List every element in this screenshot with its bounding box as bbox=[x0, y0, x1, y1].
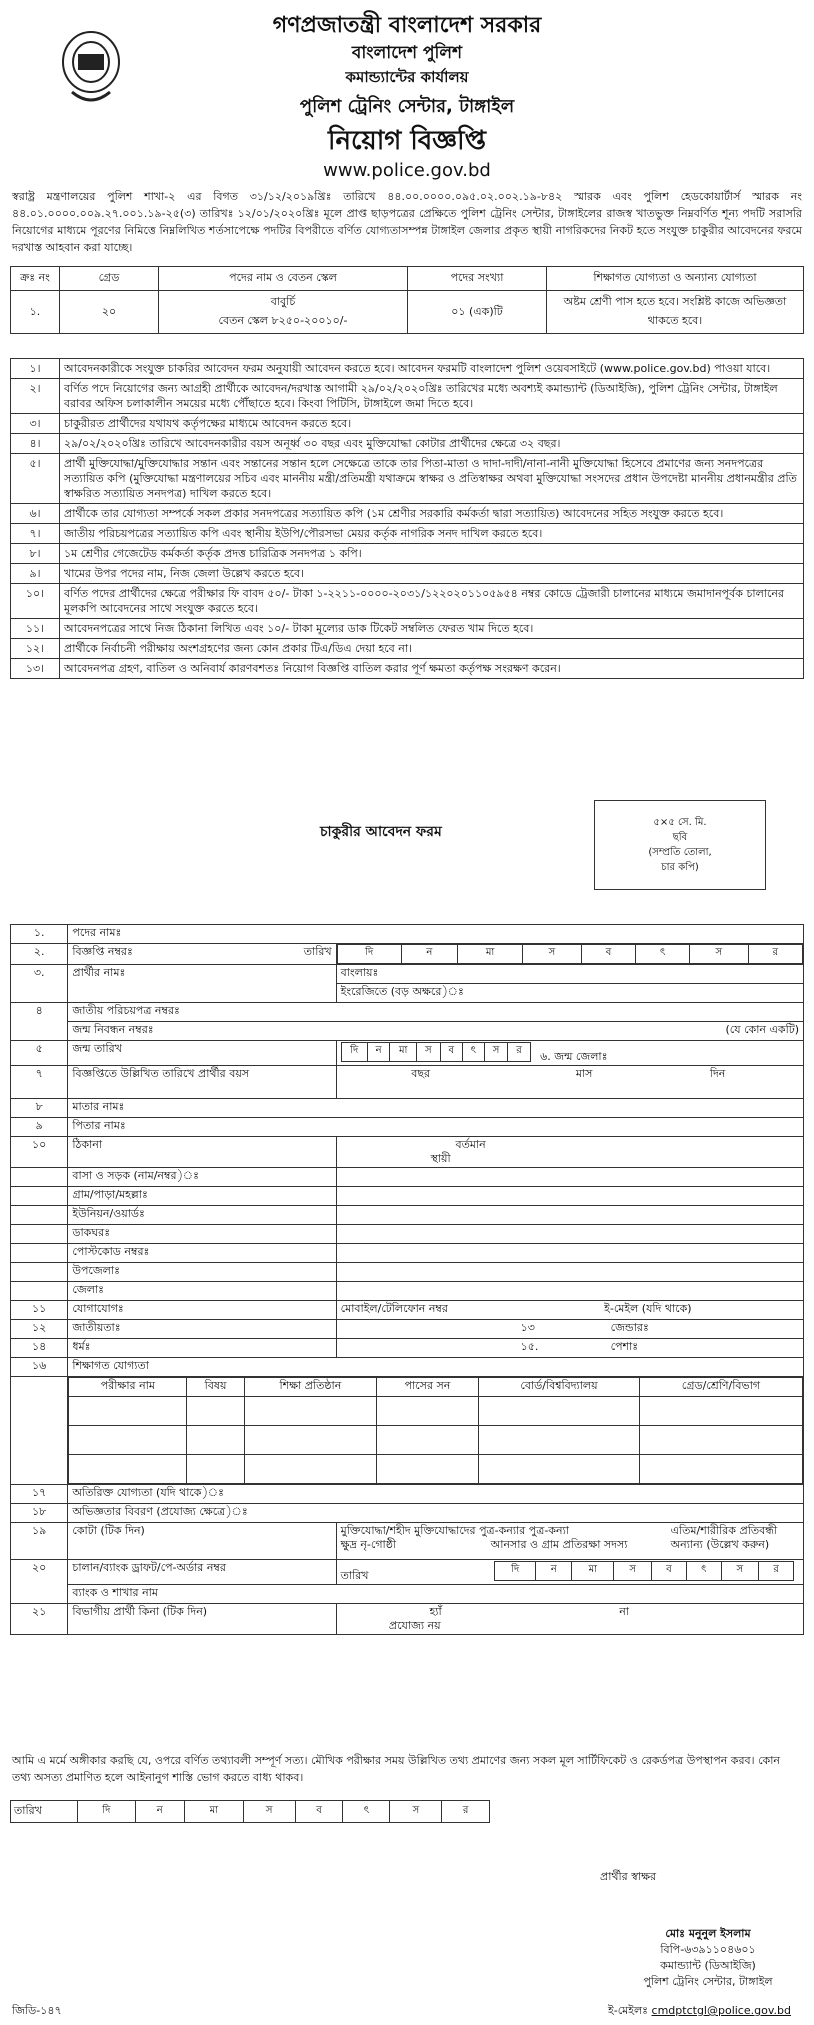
education-table bbox=[68, 1377, 803, 1484]
condition-number: ১৩। bbox=[11, 659, 60, 679]
center-label: পুলিশ ট্রেনিং সেন্টার, টাঙ্গাইল bbox=[299, 96, 515, 117]
condition-number: ২। bbox=[11, 379, 60, 414]
intro-paragraph: স্বরাষ্ট্র মন্ত্রণালয়ের পুলিশ শাখা-২ এর বিগত ৩১/১২/২০১৯খ্রিঃ তারিখে ৪৪.০০.০০০০.০৯৫.০২.০০২.১৯-৮৪২ স্মারক এবং পুলিশ হেডকোয়ার্টার্স স্মারক নং ৪৪.০১.০০০০.০০৯.২৭.০০১.১৯-২৫(৩) তারিখঃ ১২/০১/২০২০খ্রিঃ মূলে প্রাপ্ত ছাড়পত্রের প্রেক্ষিতে পুলিশ ট্রেনিং সেন্টার, টাঙ্গাইলের রাজস্ব খাতভুক্ত নিম্নবর্ণিত শূন্য পদটি সরাসরি নিয়োগের মাধ্যমে পূরণের নিমিত্তে নিম্নলিখিত শর্তসাপেক্ষে পদটির বিপরীতে বর্ণিত যোগ্যতাসম্পন্ন টাঙ্গাইল জেলার প্রকৃত স্থায়ী নাগরিকদের নিকট হতে সংযুক্ত চাকুরীর আবেদনের ফরমে দরখাস্ত আহবান করা যাচ্ছে। bbox=[12, 190, 802, 254]
challan-date-cell[interactable]: মা bbox=[572, 1562, 614, 1581]
dob-cell[interactable]: ব bbox=[440, 1043, 462, 1062]
condition-text: বর্ণিত পদের প্রার্থীদের ক্ষেত্রে পরীক্ষার ফি বাবদ ৫০/- টাকা ১-২২১১-০০০০-২০৩১/১২২০২০১১০৫৯৫৪ নম্বর কোডে ট্রেজারী চালানের মাধ্যমে জমাদানপূর্বক চালানের মূলকপি আবেদনের সাথে সংযুক্ত করতে হবে। bbox=[60, 584, 804, 619]
challan-date-cell[interactable]: স bbox=[614, 1562, 652, 1581]
education-row[interactable] bbox=[69, 1397, 803, 1426]
address-row[interactable] bbox=[11, 1225, 804, 1244]
condition-number: ১০। bbox=[11, 584, 60, 619]
quota-freedom-fighter[interactable]: মুক্তিযোদ্ধা/শহীদ মুক্তিযোদ্ধাদের পুত্র-কন্যার পুত্র-কন্যা bbox=[340, 1524, 569, 1537]
challan-date-cell[interactable]: ৎ bbox=[687, 1562, 722, 1581]
officer-bp: বিপি-৬৩৯১১০৪৬০১ bbox=[660, 1943, 756, 1956]
name-bangla-field[interactable]: বাংলায়ঃ bbox=[336, 965, 803, 984]
row14-num: ১৪ bbox=[11, 1339, 68, 1358]
row9-num: ৯ bbox=[11, 1118, 68, 1137]
condition-text: প্রার্থী মুক্তিযোদ্ধা/মুক্তিযোদ্ধার সন্তান এবং সন্তানের সন্তান হলে সেক্ষেত্রে তাকে তার পিতা-মাতা ও দাদা-দাদী/নানা-নানী মুক্তিযোদ্ধা হিসেবে প্রমাণের জন্য সনদপত্রের সত্যায়িত কপি (মুক্তিযোদ্ধা মন্ত্রণালয়ের সচিব এবং মাননীয় মন্ত্রী/প্রতিমন্ত্রী যথাক্রমে স্বাক্ষর ও প্রতিস্বাক্ষর অথবা মুক্তিযোদ্ধা সংসদের প্রধান উপদেষ্টা মাননীয় প্রধানমন্ত্রীর প্রতি স্বাক্ষরিত সত্যায়িত সনদপত্র) দাখিল করতে হবে। bbox=[60, 454, 804, 504]
occupation-label: পেশাঃ bbox=[610, 1340, 639, 1353]
declaration-date-cell[interactable]: দি bbox=[78, 1801, 136, 1823]
quota-options[interactable] bbox=[336, 1523, 803, 1560]
address-row[interactable] bbox=[11, 1263, 804, 1282]
row5-num: ৫ bbox=[11, 1041, 68, 1066]
experience-field[interactable]: অভিজ্ঞতার বিবরণ (প্রযোজ্য ক্ষেত্রে)ঃ bbox=[68, 1504, 804, 1523]
dob-cell[interactable]: দি bbox=[341, 1043, 367, 1062]
condition-text: ২৯/০২/২০২০খ্রিঃ তারিখে আবেদনকারীর বয়স অনূর্ধ্ব ৩০ বছর এবং মুক্তিযোদ্ধা কোটার প্রার্থীদের ক্ষেত্রে ৩২ বছর। bbox=[60, 434, 804, 454]
condition-text: আবেদনপত্রের সাথে নিজ ঠিকানা লিখিত এবং ১০/- টাকা মূল্যের ডাক টিকেট সম্বলিত ফেরত খাম দিতে হবে। bbox=[60, 619, 804, 639]
photo-copies: চার কপি) bbox=[661, 862, 699, 873]
email-link[interactable]: cmdptctgl@police.gov.bd bbox=[651, 2004, 791, 2017]
option-no[interactable]: না bbox=[619, 1605, 629, 1618]
declaration-date-cell[interactable]: ৎ bbox=[343, 1801, 390, 1823]
challan-date-cell[interactable]: র bbox=[759, 1562, 794, 1581]
row11-num: ১১ bbox=[11, 1301, 68, 1320]
application-form-table bbox=[10, 924, 804, 1635]
row1-num: ১. bbox=[11, 925, 68, 944]
dob-cell[interactable]: ৎ bbox=[462, 1043, 484, 1062]
officer-place: পুলিশ ট্রেনিং সেন্টার, টাঙ্গাইল bbox=[643, 1975, 773, 1988]
condition-row bbox=[11, 359, 804, 379]
vac-header-qual: শিক্ষাগত যোগ্যতা ও অন্যান্য যোগ্যতা bbox=[547, 267, 804, 291]
notice-date-cell[interactable]: ৎ bbox=[636, 945, 690, 964]
address-current: বর্তমান bbox=[455, 1138, 486, 1151]
education-header: বোর্ড/বিশ্ববিদ্যালয় bbox=[479, 1378, 640, 1397]
nid-field[interactable]: জাতীয় পরিচয়পত্র নম্বরঃ bbox=[68, 1003, 804, 1022]
condition-text: ১ম শ্রেণীর গেজেটেড কর্মকর্তা কর্তৃক প্রদত্ত চারিত্রিক সনদপত্র ১ কপি। bbox=[60, 544, 804, 564]
extra-qualification-field[interactable]: অতিরিক্ত যোগ্যতা (যদি থাকে)ঃ bbox=[68, 1485, 804, 1504]
quota-label: কোটা (টিক দিন) bbox=[68, 1523, 336, 1560]
option-na[interactable]: প্রযোজ্য নয় bbox=[388, 1619, 441, 1632]
row19-num: ১৯ bbox=[11, 1523, 68, 1560]
condition-row bbox=[11, 434, 804, 454]
education-header: পাসের সন bbox=[376, 1378, 478, 1397]
notice-date-cell[interactable]: স bbox=[523, 945, 581, 964]
row16-num: ১৬ bbox=[11, 1358, 68, 1377]
condition-text: প্রার্থীকে নির্বাচনী পরীক্ষায় অংশগ্রহণের জন্য কোন প্রকার টিএ/ডিএ দেয়া হবে না। bbox=[60, 639, 804, 659]
address-row-label: গ্রাম/পাড়া/মহল্লাঃ bbox=[68, 1187, 336, 1206]
row10-num: ১০ bbox=[11, 1137, 68, 1168]
office-label: কমান্ড্যান্টের কার্যালয় bbox=[345, 68, 469, 86]
vac-grade: ২০ bbox=[60, 291, 159, 334]
photo-label: ছবি bbox=[672, 832, 688, 843]
condition-number: ৮। bbox=[11, 544, 60, 564]
condition-row bbox=[11, 584, 804, 619]
row15-num: ১৫. bbox=[520, 1340, 539, 1353]
gender-label: জেন্ডারঃ bbox=[610, 1321, 649, 1334]
occupation-field[interactable] bbox=[336, 1339, 803, 1358]
notice-date-cell[interactable]: ন bbox=[401, 945, 457, 964]
condition-number: ৬। bbox=[11, 504, 60, 524]
condition-row bbox=[11, 524, 804, 544]
challan-date-grid bbox=[494, 1561, 794, 1581]
education-table-cell bbox=[68, 1377, 804, 1485]
address-row[interactable] bbox=[11, 1244, 804, 1263]
gender-field[interactable] bbox=[336, 1320, 803, 1339]
vac-header-post: পদের নাম ও বেতন স্কেল bbox=[159, 267, 408, 291]
dob-cell[interactable]: ন bbox=[367, 1043, 390, 1062]
row17-num: ১৭ bbox=[11, 1485, 68, 1504]
birth-reg-field[interactable] bbox=[68, 1022, 804, 1041]
notice-date-cells[interactable] bbox=[336, 944, 803, 965]
education-row[interactable] bbox=[69, 1455, 803, 1484]
gd-code: জিডি-১৪৭ bbox=[12, 2004, 62, 2017]
address-row[interactable] bbox=[11, 1187, 804, 1206]
quota-orphan-disabled[interactable]: এতিম/শারীরিক প্রতিবন্ধী bbox=[670, 1524, 778, 1537]
quota-ansar[interactable]: আনসার ও গ্রাম প্রতিরক্ষা সদস্য bbox=[490, 1538, 628, 1551]
row12-num: ১২ bbox=[11, 1320, 68, 1339]
govt-title: গণপ্রজাতন্ত্রী বাংলাদেশ সরকার bbox=[272, 13, 542, 38]
address-row-value[interactable] bbox=[336, 1225, 803, 1244]
address-row-value[interactable] bbox=[336, 1187, 803, 1206]
address-row-value[interactable] bbox=[336, 1282, 803, 1301]
condition-number: ১১। bbox=[11, 619, 60, 639]
address-row[interactable] bbox=[11, 1206, 804, 1225]
row2-num: ২. bbox=[11, 944, 68, 965]
challan-date-cell[interactable]: দি bbox=[495, 1562, 536, 1581]
form-title: চাকুরীর আবেদন ফরম bbox=[320, 824, 442, 840]
vac-post bbox=[159, 291, 408, 334]
declaration-date-cell[interactable]: মা bbox=[184, 1801, 243, 1823]
condition-text: আবেদনকারীকে সংযুক্ত চাকরির আবেদন ফরম অনুযায়ী আবেদন করতে হবে। আবেদন ফরমটি বাংলাদেশ পুলিশ ওয়েবসাইটে (www.police.gov.bd) পাওয়া যাবে। bbox=[60, 359, 804, 379]
declaration-date-cell[interactable]: স bbox=[243, 1801, 295, 1823]
contact-label: যোগাযোগঃ bbox=[68, 1301, 336, 1320]
address-row-num bbox=[11, 1187, 68, 1206]
birth-district-label: ৬. জন্ম জেলাঃ bbox=[540, 1050, 608, 1063]
either-one-note: (যে কোন একটি) bbox=[725, 1023, 799, 1036]
birth-reg-label: জন্ম নিবন্ধন নম্বরঃ bbox=[72, 1023, 154, 1036]
notice-title: নিয়োগ বিজ্ঞপ্তি bbox=[328, 126, 486, 156]
dob-grid bbox=[341, 1042, 531, 1062]
vac-count: ০১ (এক)টি bbox=[408, 291, 547, 334]
address-row-value[interactable] bbox=[336, 1206, 803, 1225]
address-row-label: জেলাঃ bbox=[68, 1282, 336, 1301]
quota-ethnic[interactable]: ক্ষুদ্র নৃ-গোষ্ঠী bbox=[340, 1538, 397, 1551]
condition-text: জাতীয় পরিচয়পত্রের সত্যায়িত কপি এবং স্থানীয় ইউপি/পৌরসভা মেয়র কর্তৃক নাগরিক সনদ দাখিল করতে হবে। bbox=[60, 524, 804, 544]
address-columns bbox=[336, 1137, 803, 1168]
condition-row bbox=[11, 379, 804, 414]
address-row-num bbox=[11, 1282, 68, 1301]
condition-number: ৩। bbox=[11, 414, 60, 434]
option-yes[interactable]: হ্যাঁ bbox=[429, 1605, 442, 1618]
dob-cell[interactable]: স bbox=[484, 1043, 508, 1062]
vac-header-count: পদের সংখ্যা bbox=[408, 267, 547, 291]
applicant-signature-label: প্রার্থীর স্বাক্ষর bbox=[600, 1870, 657, 1883]
education-header: গ্রেড/শ্রেণি/বিভাগ bbox=[639, 1378, 802, 1397]
declaration-date-cell[interactable]: র bbox=[442, 1801, 490, 1823]
education-header: শিক্ষা প্রতিষ্ঠান bbox=[244, 1378, 376, 1397]
challan-date-label: তারিখ bbox=[340, 1569, 369, 1582]
condition-number: ৫। bbox=[11, 454, 60, 504]
notice-date-label: তারিখ bbox=[303, 945, 332, 958]
row20-num: ২০ bbox=[11, 1560, 68, 1604]
applicant-name-label: প্রার্থীর নামঃ bbox=[68, 965, 336, 1003]
photo-box bbox=[594, 800, 766, 890]
education-header: পরীক্ষার নাম bbox=[69, 1378, 187, 1397]
condition-number: ৪। bbox=[11, 434, 60, 454]
vac-post-name: বাবুর্চি bbox=[270, 295, 296, 308]
address-row-value[interactable] bbox=[336, 1244, 803, 1263]
bank-branch-field[interactable]: ব্যাংক ও শাখার নাম bbox=[68, 1585, 804, 1604]
address-row[interactable] bbox=[11, 1168, 804, 1187]
education-header: বিষয় bbox=[187, 1378, 245, 1397]
challan-date-cell[interactable]: ন bbox=[536, 1562, 572, 1581]
condition-row bbox=[11, 504, 804, 524]
age-months: মাস bbox=[575, 1067, 593, 1080]
declaration-date-cell[interactable]: ন bbox=[135, 1801, 184, 1823]
declaration-text: আমি এ মর্মে অঙ্গীকার করছি যে, ওপরে বর্ণিত তথ্যাবলী সম্পূর্ণ সত্য। মৌখিক পরীক্ষার সময় উল্লিখিত তথ্য প্রমাণের জন্য সকল মূল সার্টিফিকেট ও রেকর্ডপত্র উপস্থাপন করব। কোন তথ্য অসত্য প্রমাণিত হলে আইনানুগ শাস্তি ভোগ করতে বাধ্য থাকব। bbox=[12, 1754, 780, 1784]
age-label: বিজ্ঞপ্তিতে উল্লিখিত তারিখে প্রার্থীর বয়স bbox=[68, 1066, 336, 1099]
post-name-field[interactable]: পদের নামঃ bbox=[68, 925, 804, 944]
challan-label: চালান/ব্যাংক ড্রাফট/পে-অর্ডার নম্বর bbox=[72, 1561, 226, 1574]
address-row-num bbox=[11, 1225, 68, 1244]
notice-date-cell[interactable]: দি bbox=[337, 945, 401, 964]
mother-name-field[interactable]: মাতার নামঃ bbox=[68, 1099, 804, 1118]
quota-other[interactable]: অন্যান্য (উল্লেখ করুন) bbox=[670, 1538, 770, 1551]
challan-date-cell[interactable]: ব bbox=[651, 1562, 686, 1581]
notice-date-grid bbox=[337, 944, 803, 964]
row4-num: ৪ bbox=[11, 1003, 68, 1041]
police-label: বাংলাদেশ পুলিশ bbox=[351, 43, 463, 63]
condition-text: আবেদনপত্র গ্রহণ, বাতিল ও অনিবার্য কারণবশতঃ নিয়োগ বিজ্ঞপ্তি বাতিল করার পূর্ণ ক্ষমতা কর্তৃপক্ষ সংরক্ষণ করেন। bbox=[60, 659, 804, 679]
row3-num: ৩. bbox=[11, 965, 68, 1003]
declaration-date-cell[interactable]: স bbox=[390, 1801, 442, 1823]
condition-row bbox=[11, 639, 804, 659]
edu-spacer bbox=[11, 1377, 68, 1485]
address-row-label: উপজেলাঃ bbox=[68, 1263, 336, 1282]
address-row-num bbox=[11, 1168, 68, 1187]
condition-row bbox=[11, 619, 804, 639]
dob-cell[interactable]: মা bbox=[390, 1043, 417, 1062]
age-years: বছর bbox=[411, 1067, 431, 1080]
row8-num: ৮ bbox=[11, 1099, 68, 1118]
email-field-label: ই-মেইল (যদি থাকে) bbox=[604, 1302, 692, 1315]
address-row[interactable] bbox=[11, 1282, 804, 1301]
vac-header-sl: ক্রঃ নং bbox=[11, 267, 60, 291]
religion-field[interactable]: ধর্মঃ bbox=[68, 1339, 336, 1358]
officer-rank: কমান্ড্যান্ট (ডিআইজি) bbox=[660, 1959, 756, 1972]
condition-number: ১২। bbox=[11, 639, 60, 659]
father-name-field[interactable]: পিতার নামঃ bbox=[68, 1118, 804, 1137]
challan-date-field[interactable] bbox=[336, 1560, 803, 1585]
condition-row bbox=[11, 414, 804, 434]
declaration-date-label: তারিখ bbox=[11, 1801, 78, 1823]
email-line bbox=[608, 2002, 791, 2021]
education-row[interactable] bbox=[69, 1426, 803, 1455]
row7-num: ৭ bbox=[11, 1066, 68, 1099]
conditions-table bbox=[10, 358, 804, 679]
notice-date-cell[interactable]: মা bbox=[457, 945, 522, 964]
notice-number-label: বিজ্ঞপ্তি নম্বরঃ bbox=[72, 945, 133, 958]
email-label: ই-মেইলঃ bbox=[608, 2004, 649, 2017]
address-row-label: বাসা ও সড়ক (নাম/নম্বর)ঃ bbox=[68, 1168, 336, 1187]
address-row-label: ইউনিয়ন/ওয়ার্ডঃ bbox=[68, 1206, 336, 1225]
departmental-label: বিভাগীয় প্রার্থী কিনা (টিক দিন) bbox=[68, 1604, 336, 1635]
phone-label: মোবাইল/টেলিফোন নম্বর bbox=[340, 1302, 448, 1315]
condition-text: বর্ণিত পদে নিয়োগের জন্য আগ্রহী প্রার্থীকে আবেদন/দরখাস্ত আগামী ২৯/০২/২০২০খ্রিঃ তারিখের মধ্যে অবশ্যই কমান্ড্যান্ট (ডিআইজি), পুলিশ ট্রেনিং সেন্টার, টাঙ্গাইল বরাবর অফিস চলাকালীন সময়ের মধ্যে পৌঁছাতে হবে। কিংবা পিটিসি, টাঙ্গাইলে জমা দিতে হবে। bbox=[60, 379, 804, 414]
notice-date-cell[interactable]: ব bbox=[581, 945, 636, 964]
vacancy-table bbox=[10, 266, 804, 334]
photo-note: (সম্প্রতি তোলা, bbox=[648, 847, 712, 858]
notice-date-cell[interactable]: র bbox=[748, 945, 802, 964]
departmental-options[interactable] bbox=[336, 1604, 803, 1635]
address-row-value[interactable] bbox=[336, 1168, 803, 1187]
row21-num: ২১ bbox=[11, 1604, 68, 1635]
officer-block bbox=[608, 1926, 808, 1990]
challan-field[interactable] bbox=[68, 1560, 336, 1585]
website-link[interactable]: www.police.gov.bd bbox=[323, 160, 491, 181]
condition-row bbox=[11, 544, 804, 564]
condition-number: ৭। bbox=[11, 524, 60, 544]
age-days: দিন bbox=[709, 1067, 726, 1080]
condition-row bbox=[11, 659, 804, 679]
address-row-label: পোস্টকোড নম্বরঃ bbox=[68, 1244, 336, 1263]
vac-header-grade: গ্রেড bbox=[60, 267, 159, 291]
condition-number: ৯। bbox=[11, 564, 60, 584]
address-row-value[interactable] bbox=[336, 1263, 803, 1282]
notice-date-cell[interactable]: স bbox=[690, 945, 748, 964]
education-label: শিক্ষাগত যোগ্যতা bbox=[68, 1358, 804, 1377]
row13-num: ১৩ bbox=[520, 1321, 535, 1334]
vac-sl: ১. bbox=[11, 291, 60, 334]
contact-field[interactable] bbox=[336, 1301, 803, 1320]
age-field[interactable] bbox=[336, 1066, 803, 1099]
dob-field[interactable] bbox=[336, 1041, 803, 1066]
vac-qual: অষ্টম শ্রেণী পাস হতে হবে। সংশ্লিষ্ট কাজে অভিজ্ঞতা থাকতে হবে। bbox=[547, 291, 804, 334]
dob-label: জন্ম তারিখ bbox=[68, 1041, 336, 1066]
officer-name: মোঃ মনুনুল ইসলাম bbox=[665, 1927, 751, 1940]
condition-row bbox=[11, 454, 804, 504]
nationality-field[interactable]: জাতীয়তাঃ bbox=[68, 1320, 336, 1339]
notice-number-field[interactable] bbox=[68, 944, 336, 965]
name-english-field[interactable]: ইংরেজিতে (বড় অক্ষরে)ঃ bbox=[336, 984, 803, 1003]
vac-scale: বেতন স্কেল ৮২৫০-২০০১০/- bbox=[218, 314, 348, 327]
dob-cell[interactable]: স bbox=[416, 1043, 440, 1062]
address-permanent: স্থায়ী bbox=[430, 1152, 451, 1165]
photo-size: ৫×৫ সে. মি. bbox=[653, 817, 707, 828]
declaration-date-cell[interactable]: ব bbox=[295, 1801, 343, 1823]
address-row-label: ডাকঘরঃ bbox=[68, 1225, 336, 1244]
address-label: ঠিকানা bbox=[68, 1137, 336, 1168]
condition-text: চাকুরীরত প্রার্থীদের যথাযথ কর্তৃপক্ষের মাধ্যমে আবেদন করতে হবে। bbox=[60, 414, 804, 434]
address-row-num bbox=[11, 1263, 68, 1282]
address-row-num bbox=[11, 1206, 68, 1225]
challan-date-cell[interactable]: স bbox=[721, 1562, 759, 1581]
dob-cell[interactable]: র bbox=[508, 1043, 530, 1062]
condition-number: ১। bbox=[11, 359, 60, 379]
address-row-num bbox=[11, 1244, 68, 1263]
condition-text: প্রার্থীকে তার যোগ্যতা সম্পর্কে সকল প্রকার সনদপত্রের সত্যায়িত কপি (১ম শ্রেণীর সরকারি কর্মকর্তা দ্বারা সত্যায়িত) আবেদনের সহিত সংযুক্ত করতে হবে। bbox=[60, 504, 804, 524]
declaration-date-grid[interactable] bbox=[10, 1800, 490, 1823]
condition-text: খামের উপর পদের নাম, নিজ জেলা উল্লেখ করতে হবে। bbox=[60, 564, 804, 584]
row18-num: ১৮ bbox=[11, 1504, 68, 1523]
condition-row bbox=[11, 564, 804, 584]
